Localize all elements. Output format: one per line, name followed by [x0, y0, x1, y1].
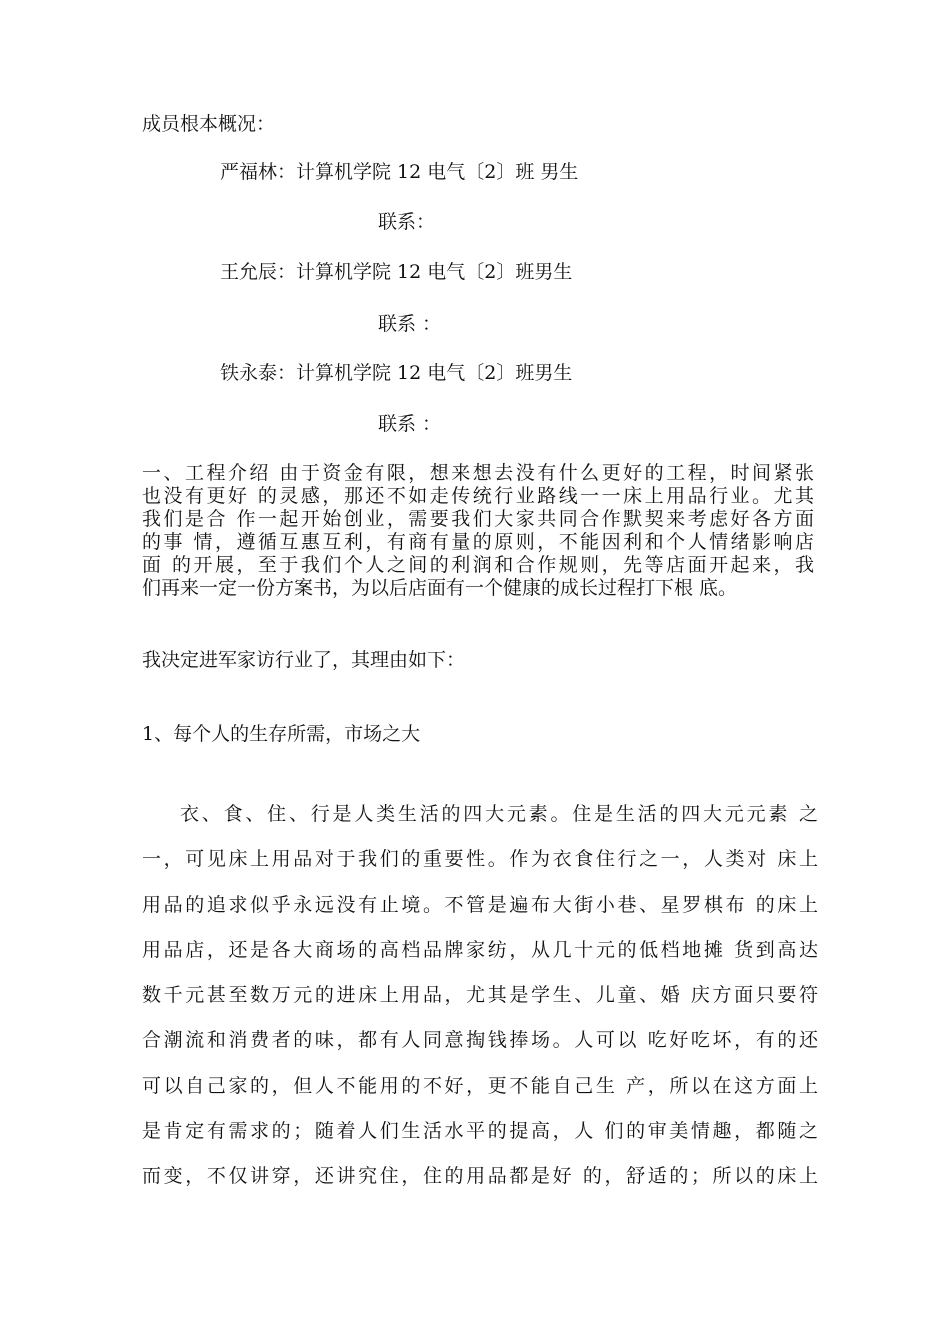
member-2-info: 王允辰：计算机学院 12 电气〔2〕班男生	[220, 261, 573, 283]
member-2-contact: 联系 ：	[378, 313, 442, 335]
reason-1-body-paragraph	[142, 792, 818, 1200]
member-1-info: 严福林：计算机学院 12 电气〔2〕班 男生	[220, 161, 579, 183]
body-line: 用品的追求似乎永远没有止境。不管是遍布大街小巷、星罗棋布 的床上	[142, 893, 818, 916]
body-line: 用品店，还是各大商场的高档品牌家纺，从几十元的低档地摊 货到高达	[142, 938, 818, 961]
members-heading: 成员根本概况：	[142, 113, 276, 135]
project-intro-paragraph	[142, 462, 814, 600]
intro-line: 面 的开展，至于我们个人之间的利润和合作规则，先等店面开起来，我	[142, 554, 814, 576]
member-3-contact: 联系 ：	[378, 413, 442, 435]
body-line: 合潮流和消费者的味，都有人同意掏钱捧场。人可以 吃好吃坏，有的还	[142, 1029, 818, 1052]
decision-line: 我决定进军家访行业了，其理由如下：	[142, 649, 466, 671]
body-line: 衣、食、住、行是人类生活的四大元素。住是生活的四大元元素 之	[180, 803, 818, 825]
body-line: 是肯定有需求的；随着人们生活水平的提高，人 们的审美情趣，都随之	[142, 1120, 818, 1143]
body-line: 数千元甚至数万元的进床上用品，尤其是学生、儿童、婚 庆方面只要符	[142, 984, 818, 1007]
body-line: 一，可见床上用品对于我们的重要性。作为衣食住行之一，人类对 床上	[142, 848, 818, 871]
body-line: 可以自己家的，但人不能用的不好，更不能自己生 产，所以在这方面上	[142, 1074, 818, 1097]
intro-line: 的事 情，遵循互惠互利，有商有量的原则，不能因利和个人情绪影响店	[142, 531, 814, 553]
member-1-contact: 联系：	[378, 211, 436, 233]
reason-1-title: 1、每个人的生存所需，市场之大	[142, 723, 421, 745]
intro-line: 们再来一定一份方案书，为以后店面有一个健康的成长过程打下根 底。	[142, 577, 738, 599]
intro-line: 一、工程介绍 由于资金有限，想来想去没有什么更好的工程，时间紧张	[142, 462, 814, 484]
member-3-info: 铁永泰：计算机学院 12 电气〔2〕班男生	[220, 362, 573, 384]
intro-line: 也没有更好 的灵感，那还不如走传统行业路线一一床上用品行业。尤其	[142, 485, 814, 507]
intro-line: 我们是合 作一起开始创业，需要我们大家共同合作默契来考虑好各方面	[142, 508, 814, 530]
body-line: 而变，不仅讲穿，还讲究住，住的用品都是好 的，舒适的；所以的床上	[142, 1165, 818, 1188]
